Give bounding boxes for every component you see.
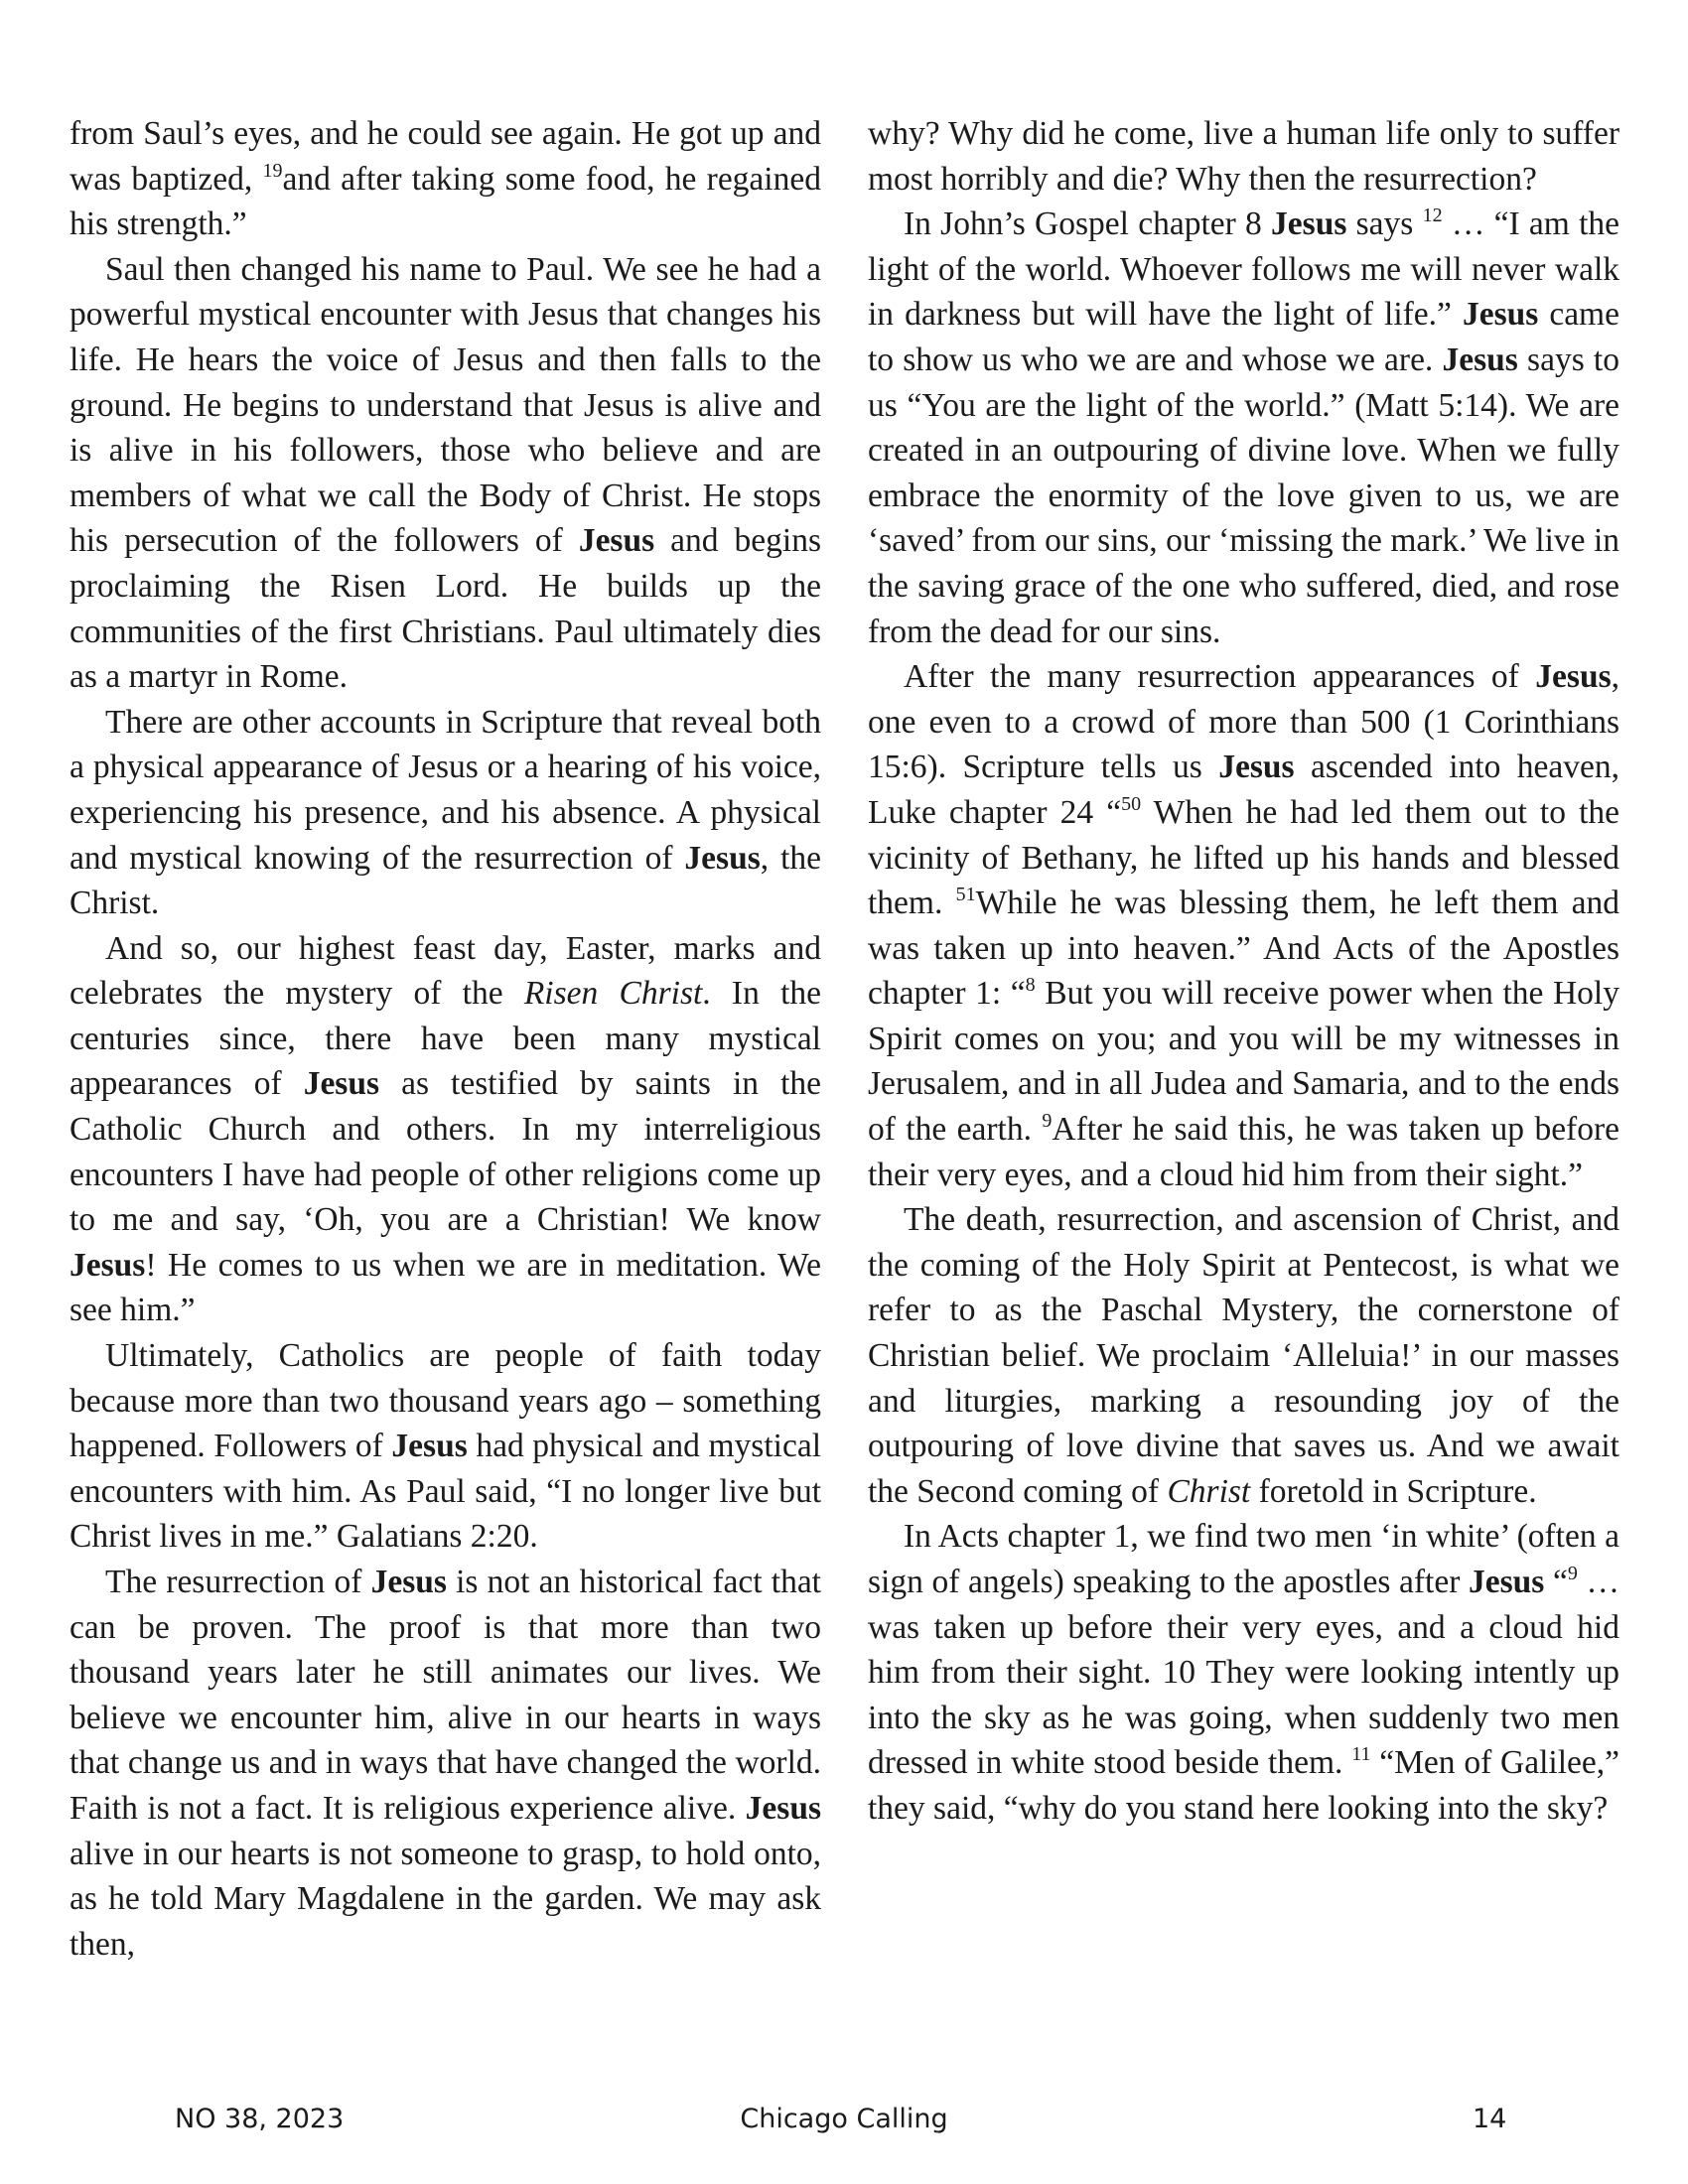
- bold-text: Jesus: [391, 1428, 468, 1465]
- paragraph: [70, 1333, 821, 1560]
- text-run: “: [1544, 1564, 1568, 1600]
- verse-number: 50: [1121, 792, 1142, 815]
- text-run: ! He comes to us when we are in meditation. We see him.”: [70, 1246, 821, 1329]
- italic-text: Christ: [1167, 1472, 1251, 1510]
- paragraph: [70, 247, 821, 700]
- paragraph: [868, 654, 1619, 1197]
- bold-text: Jesus: [1271, 205, 1347, 243]
- paragraph: [70, 700, 821, 926]
- paragraph: [868, 1514, 1619, 1831]
- text-run: is not an historical fact that can be proven. The proof is that more than two thousand years later he still animates our lives. We believe we encounter him, alive in our hearts in ways that change us and in ways that have changed the world. Faith is not a fact. It is religious experience alive.: [70, 1564, 821, 1827]
- text-run: After he said this, he was taken up before their very eyes, and a cloud hid him from their sight.”: [868, 1111, 1619, 1193]
- text-run: “Men of Galilee,” they said, “why do you stand here looking into the sky?: [868, 1744, 1619, 1827]
- bold-text: Jesus: [1462, 296, 1539, 334]
- text-run: While he was blessing them, he left them and was taken up into heaven.” And Acts of the Apostles chapter 1: “: [868, 885, 1619, 1013]
- text-run: alive in our hearts is not someone to grasp, to hold onto, as he told Mary Magdalene in the garden. We may ask then,: [70, 1835, 821, 1963]
- text-run: Ultimately, Catholics are people of faith today because more than two thousand years ago – something happened. Followers of: [70, 1337, 821, 1465]
- text-run: ascended into heaven, Luke chapter 24 “: [868, 749, 1619, 831]
- text-run: … was taken up before their very eyes, and a cloud hid him from their sight. 10 They were looking intently up into the sky as he was going, when suddenly two men dressed in white stood beside them.: [868, 1564, 1619, 1782]
- text-run: . In the centuries since, there have been many mystical appearances of: [70, 975, 821, 1103]
- bold-text: Jesus: [303, 1065, 380, 1103]
- text-run: foretold in Scripture.: [1250, 1472, 1537, 1510]
- paragraph: [868, 1197, 1619, 1514]
- text-run: There are other accounts in Scripture that reveal both a physical appearance of Jesus or a hearing of his voice, experiencing his presence, and his absence. A physical and mystical knowing of the resurrection of: [70, 703, 821, 877]
- paragraph: [70, 926, 821, 1333]
- text-run: The resurrection of: [105, 1564, 371, 1600]
- paragraph: [868, 202, 1619, 654]
- text-run: says to us “You are the light of the world.” (Matt 5:14). We are created in an outpouring of divine love. When we fully embrace the enormity of the love given to us, we are ‘saved’ from our sins, our ‘missing the mark.’ We live in the saving grace of the one who suffered, died, and rose from the dead for our sins.: [868, 341, 1619, 650]
- text-run: and begins proclaiming the Risen Lord. He builds up the communities of the first Christians. Paul ultimately dies as a martyr in Rome.: [70, 522, 821, 696]
- bold-text: Jesus: [1218, 749, 1295, 786]
- bold-text: Jesus: [1442, 341, 1518, 378]
- text-run: And so, our highest feast day, Easter, marks and celebrates the mystery of the: [70, 929, 821, 1013]
- verse-number: 8: [1025, 974, 1036, 997]
- text-run: , the Christ.: [70, 839, 821, 922]
- bold-text: Jesus: [1535, 658, 1612, 696]
- verse-number: 9: [1042, 1110, 1053, 1133]
- text-run: says: [1346, 205, 1423, 243]
- text-run: had physical and mystical encounters with him. As Paul said, “I no longer live but Christ lives in me.” Galatians 2:20.: [70, 1428, 821, 1556]
- paragraph: [70, 1560, 821, 1967]
- bold-text: Jesus: [745, 1789, 821, 1827]
- bold-text: Jesus: [578, 522, 655, 560]
- footer-page-number: 14: [1473, 2104, 1507, 2134]
- text-run: why? Why did he come, live a human life only to suffer most horribly and die? Why then the resurrection?: [868, 115, 1619, 198]
- text-run: When he had led them out to the vicinity of Bethany, he lifted up his hands and blessed them.: [868, 793, 1619, 922]
- verse-number: 19: [262, 159, 283, 182]
- text-run: and after taking some food, he regained his strength.”: [70, 160, 821, 243]
- text-run: … “I am the light of the world. Whoever follows me will never walk in darkness but will have the light of life.”: [868, 205, 1619, 334]
- verse-number: 9: [1567, 1563, 1578, 1584]
- verse-number: 11: [1351, 1743, 1371, 1766]
- text-run: from Saul’s eyes, and he could see again. He got up and was baptized,: [70, 115, 821, 198]
- text-run: After the many resurrection appearances of: [904, 658, 1536, 696]
- left-text-column: [70, 111, 821, 1967]
- text-run: In Acts chapter 1, we find two men ‘in white’ (often a sign of angels) speaking to the apostles after: [868, 1518, 1619, 1600]
- bold-text: Jesus: [70, 1246, 146, 1284]
- right-text-column: [868, 111, 1619, 1832]
- bold-text: Jesus: [1469, 1564, 1545, 1600]
- text-run: But you will receive power when the Holy Spirit comes on you; and you will be my witnesses in Jerusalem, and in all Judea and Samaria, and to the ends of the earth.: [868, 975, 1619, 1149]
- text-run: Saul then changed his name to Paul. We see he had a powerful mystical encounter with Jesus that changes his life. He hears the voice of Jesus and then falls to the ground. He begins to understand that Jesus is alive and is alive in his followers, those who believe and are members of what we call the Body of Christ. He stops his persecution of the followers of: [70, 250, 821, 560]
- footer-publication-title: Chicago Calling: [740, 2104, 948, 2134]
- bold-text: Jesus: [370, 1564, 447, 1600]
- verse-number: 51: [955, 884, 976, 906]
- paragraph: [868, 111, 1619, 202]
- paragraph: [70, 111, 821, 247]
- italic-text: Risen Christ: [523, 975, 703, 1013]
- text-run: The death, resurrection, and ascension of Christ, and the coming of the Holy Spirit at Pentecost, is what we refer to as the Paschal Mystery, the cornerstone of Christian belief. We proclaim ‘Alleluia!’ in our masses and liturgies, marking a resounding joy of the outpouring of love divine that saves us. And we await the Second coming of: [868, 1201, 1619, 1510]
- bold-text: Jesus: [684, 839, 761, 877]
- text-run: , one even to a crowd of more than 500 (1 Corinthians 15:6). Scripture tells us: [868, 658, 1619, 786]
- footer-issue: NO 38, 2023: [175, 2104, 345, 2134]
- text-run: came to show us who we are and whose we are.: [868, 296, 1619, 378]
- text-run: as testified by saints in the Catholic Church and others. In my interreligious encounters I have had people of other religions come up to me and say, ‘Oh, you are a Christian! We know: [70, 1065, 821, 1239]
- text-run: In John’s Gospel chapter 8: [904, 205, 1272, 243]
- verse-number: 12: [1422, 205, 1443, 227]
